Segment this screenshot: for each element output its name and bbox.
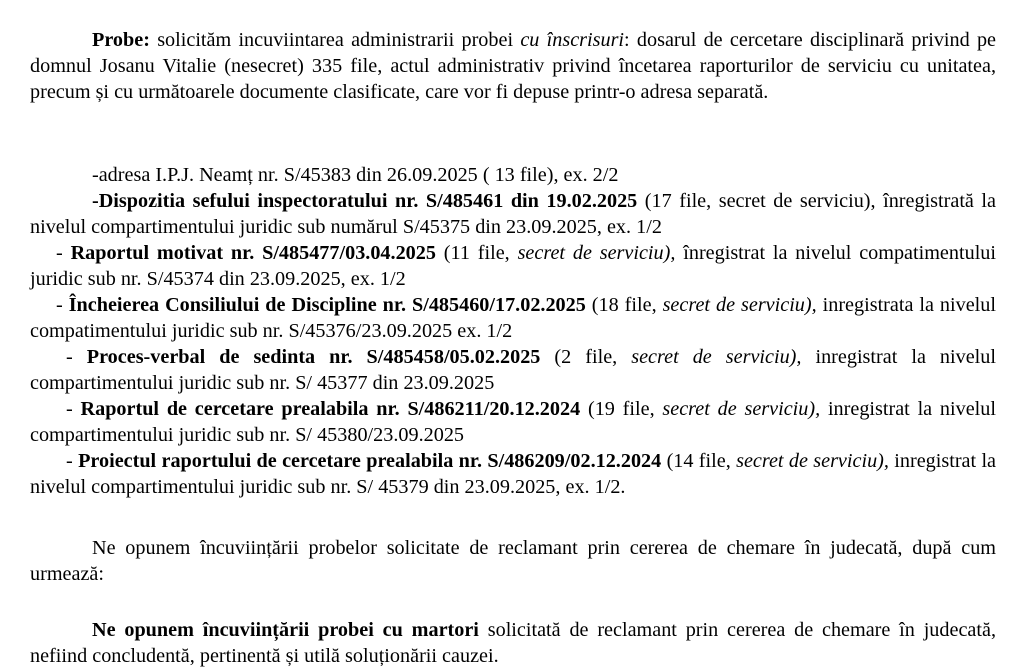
document-item-2-prefix: -: [56, 242, 71, 264]
document-item-5-text-1: (19 file,: [580, 398, 663, 420]
document-item-4-text-2: inregistrat la nivelul compartimentului juridic sub nr. S/ 45377 din 23.09.2025: [30, 346, 996, 394]
oppose-paragraph-text: Ne opunem încuviințării probelor solicitate de reclamant prin cererea de chemare în judecată, după cum urmează:: [30, 537, 996, 585]
oppose-paragraph: [30, 535, 996, 587]
document-item-5-text-2: inregistrat la nivelul compartimentului juridic sub nr. S/ 45380/23.09.2025: [30, 398, 996, 446]
document-item-3: [30, 292, 996, 344]
witness-paragraph-text: solicitată de reclamant prin cererea de chemare în judecată, nefiind concludentă, pertinentă și utilă soluționării cauzei.: [30, 619, 996, 667]
probe-paragraph: [30, 27, 996, 105]
document-item-3-italic: secret de serviciu),: [662, 294, 817, 316]
probe-text-2: : dosarul de cercetare disciplinară privind pe domnul Josanu Vitalie (nesecret) 335 file, actul administrativ privind încetarea raporturilor de serviciu cu unitatea, precum și cu următoarele documente clasificate, care vor fi depuse printr-o adresa separată.: [30, 29, 997, 103]
document-item-3-text-2: inregistrata la nivelul compatimentului juridic sub nr. S/45376/23.09.2025 ex. 1/2: [30, 294, 996, 342]
document-item-2-text-2: înregistrat la nivelul compatimentului juridic sub nr. S/45374 din 23.09.2025, ex. 1/2: [30, 242, 997, 290]
document-item-6-text-1: (14 file,: [661, 450, 737, 472]
document-item-2-italic: secret de serviciu),: [517, 242, 676, 264]
document-item-2: [30, 240, 996, 292]
document-item-3-title: Încheierea Consiliului de Discipline nr. S/485460/17.02.2025: [68, 294, 586, 316]
probe-text-1: solicităm incuviintarea administrarii probei: [149, 29, 521, 51]
document-item-5-prefix: -: [66, 398, 81, 420]
document-item-4-title: Proces-verbal de sedinta nr. S/485458/05.02.2025: [86, 346, 541, 368]
probe-label: Probe:: [92, 29, 150, 51]
document-item-6-title: Proiectul raportului de cercetare prealabila nr. S/486209/02.12.2024: [78, 450, 662, 472]
document-item-5-italic: secret de serviciu),: [662, 398, 821, 420]
document-item-0: [30, 162, 996, 188]
document-item-4-prefix: -: [66, 346, 87, 368]
document-item-6-italic: secret de serviciu),: [736, 450, 889, 472]
document-item-4: [30, 344, 996, 396]
document-item-6-text-2: inregistrat la nivelul compartimentului juridic sub nr. S/ 45379 din 23.09.2025, ex. 1/2.: [30, 450, 997, 498]
witness-paragraph-title: Ne opunem încuviințării probei cu martori: [92, 619, 479, 641]
document-item-5: [30, 396, 996, 448]
document-item-5-title: Raportul de cercetare prealabila nr. S/486211/20.12.2024: [80, 398, 581, 420]
document-item-2-text-1: (11 file,: [435, 242, 518, 264]
document-item-3-prefix: -: [56, 294, 69, 316]
document-item-4-text-1: (2 file,: [540, 346, 632, 368]
document-item-3-text-1: (18 file,: [585, 294, 663, 316]
document-item-6: [30, 448, 996, 500]
probe-italic: cu înscrisuri: [520, 29, 625, 51]
document-item-2-title: Raportul motivat nr. S/485477/03.04.2025: [70, 242, 436, 264]
document-item-1: [30, 188, 996, 240]
document-item-4-italic: secret de serviciu),: [631, 346, 802, 368]
document-item-6-prefix: -: [66, 450, 79, 472]
witness-paragraph: [30, 617, 996, 669]
document-item-1-title: -Dispozitia sefului inspectoratului nr. S/485461 din 19.02.2025: [92, 190, 638, 212]
document-item-1-text: (17 file, secret de serviciu), înregistrată la nivelul compartimentului juridic sub numărul S/45375 din 23.09.2025, ex. 1/2: [30, 190, 996, 238]
document-item-0-text: -adresa I.P.J. Neamț nr. S/45383 din 26.09.2025 ( 13 file), ex. 2/2: [92, 164, 619, 186]
